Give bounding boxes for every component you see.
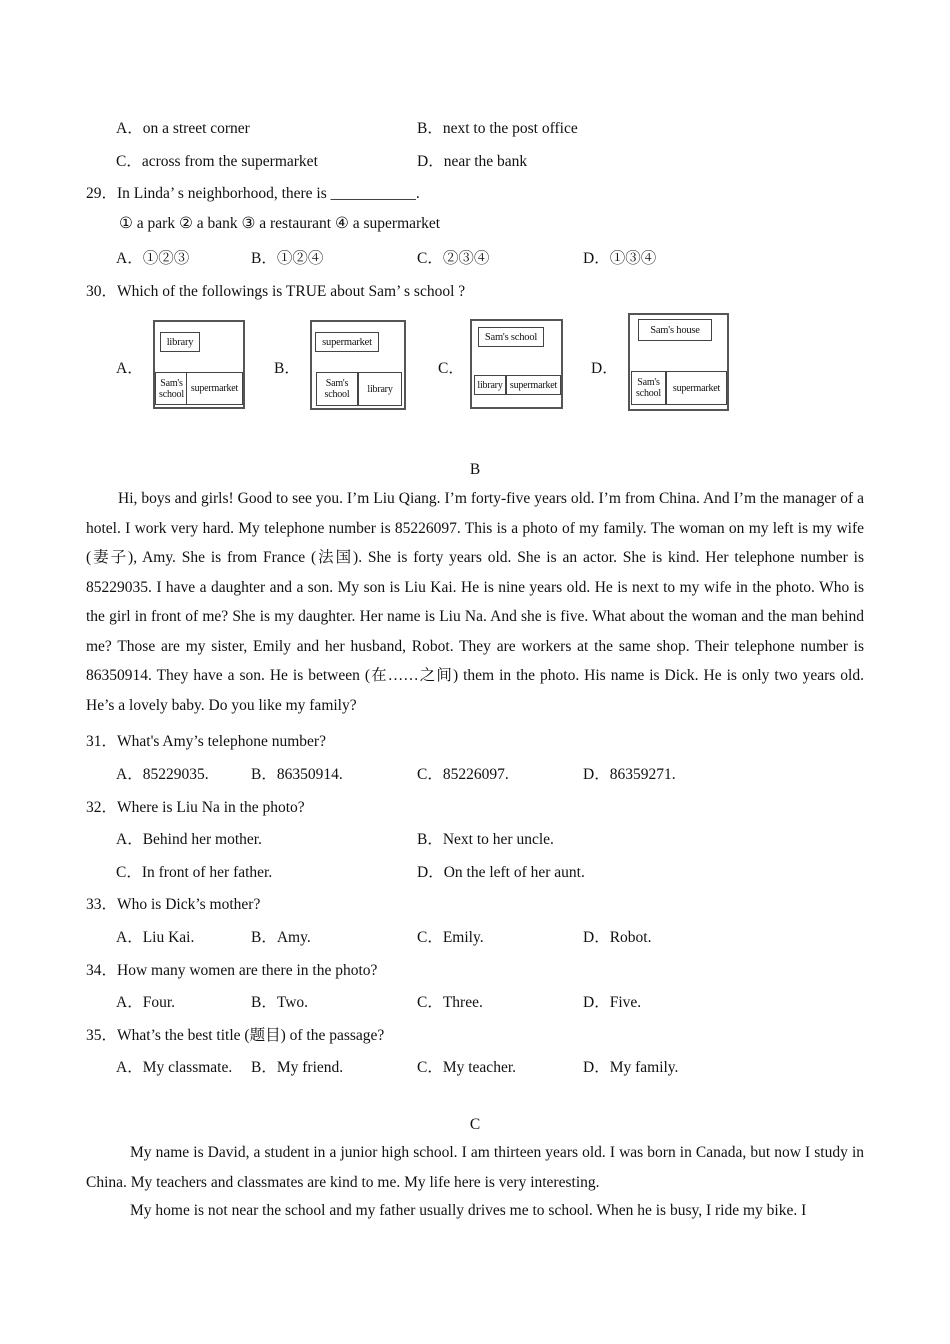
diagram-d-bottom-left: Sam's school (631, 371, 666, 405)
q33-option-d: D．Robot. (583, 929, 652, 946)
q28-option-b: B．next to the post office (417, 120, 578, 137)
q30-diagram-b (310, 320, 406, 410)
q33-option-b: B．Amy. (251, 929, 311, 946)
q28-option-a: A．on a street corner (116, 120, 250, 137)
q34-option-a: A．Four. (116, 994, 175, 1011)
q33-option-a: A．Liu Kai. (116, 929, 195, 946)
diagram-c-bottom-left: library (474, 375, 506, 395)
section-c-paragraph-1-text: My name is David, a student in a junior high school. I am thirteen years old. I was born in Canada, but now I study in China. My teachers and classmates are kind to me. My life here is very interesting. (86, 1144, 864, 1191)
q31-option-b: B．86350914. (251, 766, 343, 783)
q28-option-c: C．across from the supermarket (116, 153, 318, 170)
q30-stem: 30．Which of the followings is TRUE about Sam’ s school ? (86, 283, 466, 300)
section-c-paragraph-2-text: My home is not near the school and my father usually drives me to school. When he is busy, I ride my bike. I (130, 1202, 807, 1219)
section-b-passage (86, 484, 864, 720)
q31-option-a: A．85229035. (116, 766, 209, 783)
q35-option-d: D．My family. (583, 1059, 679, 1076)
q34-option-b: B．Two. (251, 994, 309, 1011)
q30-option-a-label: A． (116, 360, 143, 377)
q31-option-d: D．86359271. (583, 766, 676, 783)
diagram-b-bottom-left: Sam's school (316, 372, 358, 406)
q29-option-a: A．①②③ (116, 250, 190, 267)
q30-diagram-d (628, 313, 729, 411)
q34-option-c: C．Three. (417, 994, 483, 1011)
q30-diagram-a (153, 320, 245, 409)
q35-option-b: B．My friend. (251, 1059, 344, 1076)
q29-items: ① a park ② a bank ③ a restaurant ④ a supermarket (119, 215, 441, 232)
q33-stem: 33．Who is Dick’s mother? (86, 896, 261, 913)
diagram-d-top: Sam's house (638, 319, 712, 341)
q29-option-b: B．①②④ (251, 250, 324, 267)
diagram-d-bottom-right: supermarket (666, 371, 727, 405)
q32-stem: 32．Where is Liu Na in the photo? (86, 799, 305, 816)
q34-stem: 34．How many women are there in the photo? (86, 962, 378, 979)
q28-option-d: D．near the bank (417, 153, 528, 170)
q30-option-b-label: B． (274, 360, 300, 377)
q32-option-b: B．Next to her uncle. (417, 831, 554, 848)
section-c-paragraph-1 (86, 1138, 864, 1197)
diagram-c-bottom-right: supermarket (506, 375, 561, 395)
diagram-a-top: library (160, 332, 200, 352)
q35-stem: 35．What’s the best title (题目) of the passage? (86, 1027, 385, 1044)
section-c-paragraph-2 (86, 1196, 864, 1226)
q30-diagram-c (470, 319, 563, 409)
diagram-b-bottom-right: library (358, 372, 402, 406)
q29-stem: 29．In Linda’ s neighborhood, there is ___________. (86, 185, 420, 202)
diagram-c-top: Sam's school (478, 327, 544, 347)
q32-option-c: C．In front of her father. (116, 864, 273, 881)
q31-option-c: C．85226097. (417, 766, 509, 783)
q31-stem: 31．What's Amy’s telephone number? (86, 733, 326, 750)
q29-option-c: C．②③④ (417, 250, 490, 267)
section-c-heading: C (469, 1116, 481, 1133)
diagram-b-top: supermarket (315, 332, 379, 352)
q29-option-d: D．①③④ (583, 250, 657, 267)
q32-option-a: A．Behind her mother. (116, 831, 262, 848)
q30-option-d-label: D． (591, 360, 618, 377)
section-b-heading: B (469, 461, 481, 478)
q35-option-a: A．My classmate. (116, 1059, 233, 1076)
q34-option-d: D．Five. (583, 994, 642, 1011)
diagram-a-bottom-left: Sam's school (155, 372, 188, 405)
diagram-a-bottom-right: supermarket (186, 372, 243, 405)
q32-option-d: D．On the left of her aunt. (417, 864, 585, 881)
section-b-passage-text: Hi, boys and girls! Good to see you. I’m Liu Qiang. I’m forty-five years old. I’m from China. And I’m the manager of a hotel. I work very hard. My telephone number is 85226097. This is a photo of my family. The woman on my left is my wife (妻子), Amy. She is from France (法国). She is forty years old. She is an actor. She is kind. Her telephone number is 85229035. I have a daughter and a son. My son is Liu Kai. He is nine years old. He is next to my wife in the photo. Who is the girl in front of me? She is my daughter. Her name is Liu Na. And she is five. What about the woman and the man behind me? Those are my sister, Emily and her husband, Robot. They are workers at the same shop. Their telephone number is 86350914. They have a son. He is between (在……之间) them in the photo. His name is Dick. He is only two years old. He’s a lovely baby. Do you like my family? (86, 490, 864, 714)
q33-option-c: C．Emily. (417, 929, 484, 946)
q35-option-c: C．My teacher. (417, 1059, 517, 1076)
q30-option-c-label: C． (438, 360, 464, 377)
